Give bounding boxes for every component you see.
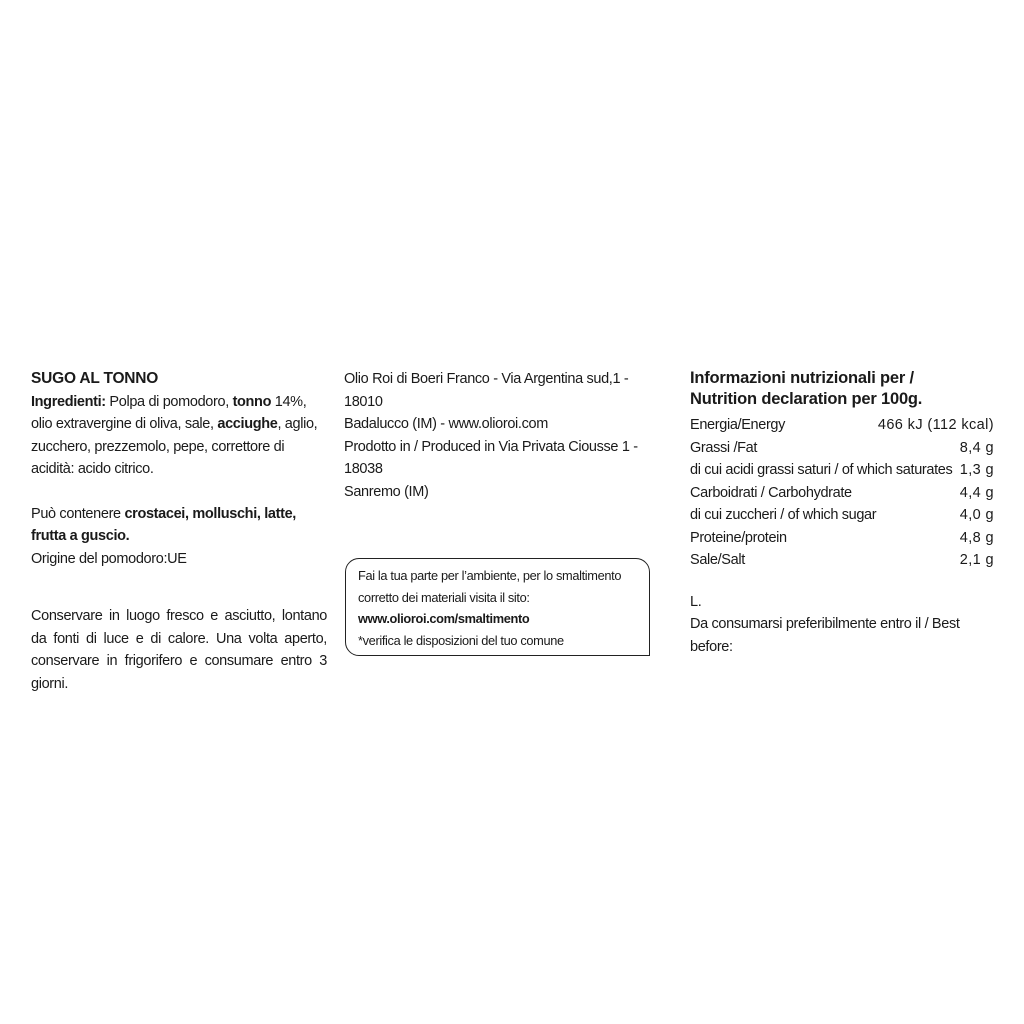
nutrition-row xyxy=(690,459,994,482)
nutrition-title-line-1: Informazioni nutrizionali per / xyxy=(690,369,914,387)
nutrient-label: Sale/Salt xyxy=(690,552,745,568)
allergens-text xyxy=(31,503,327,548)
nutrition-row xyxy=(690,414,994,437)
nutrition-row xyxy=(690,504,994,527)
notice-line-1: Fai la tua parte per l’ambiente, per lo smaltimento xyxy=(358,568,622,583)
nutrition-row xyxy=(690,482,994,505)
nutrient-value: 466 kJ (112 kcal) xyxy=(877,417,994,433)
producer-line-1: Olio Roi di Boeri Franco - Via Argentina sud,1 - 18010 xyxy=(344,371,629,410)
notice-footnote: *verifica le disposizioni del tuo comune xyxy=(358,632,564,648)
nutrient-value: 2,1 g xyxy=(959,552,994,568)
disposal-notice-box xyxy=(345,558,650,656)
nutrition-title xyxy=(690,368,994,410)
nutrient-label: Grassi /Fat xyxy=(690,439,758,456)
nutrient-label: Carboidrati / Carbohydrate xyxy=(690,484,852,501)
nutrient-value: 4,8 g xyxy=(959,529,994,546)
ingredients-part-3: , aglio, zucchero, prezzemolo, pepe, correttore di acidità: acido citrico. xyxy=(31,416,318,477)
nutrition-row xyxy=(690,527,994,550)
nutrient-value: 4,4 g xyxy=(959,484,994,501)
producer-line-2: Badalucco (IM) - www.olioroi.com xyxy=(344,416,548,432)
ingredients-part-2: 14%, olio extravergine di oliva, sale, xyxy=(31,393,307,432)
storage-instructions: Conservare in luogo fresco e asciutto, lontano da fonti di luce e di calore. Una volta aperto, conservare in frigorifero e consumare entro 3 giorni. xyxy=(31,608,327,692)
ingredient-tuna: tonno xyxy=(232,393,272,410)
nutrition-row xyxy=(690,549,994,572)
nutrient-value: 8,4 g xyxy=(959,439,994,456)
ingredient-anchovies: acciughe xyxy=(217,416,278,432)
producer-line-4: Sanremo (IM) xyxy=(344,483,429,500)
tomato-origin: Origine del pomodoro:UE xyxy=(31,550,187,567)
nutrient-label: Energia/Energy xyxy=(690,417,786,433)
nutrient-value: 4,0 g xyxy=(959,507,994,523)
nutrition-title-line-2: Nutrition declaration per 100g. xyxy=(690,390,923,408)
allergens-prefix: Può contenere xyxy=(31,505,125,522)
nutrition-row xyxy=(690,437,994,460)
ingredients-text xyxy=(31,391,327,481)
ingredients-part-1: Polpa di pomodoro, xyxy=(105,393,233,410)
nutrition-table xyxy=(690,414,994,572)
nutrient-label: di cui zuccheri / of which sugar xyxy=(690,507,877,523)
ingredients-label: Ingredienti: xyxy=(31,393,106,410)
product-info xyxy=(31,368,327,695)
nutrient-label: di cui acidi grassi saturi / of which saturates xyxy=(690,462,953,478)
nutrient-label: Proteine/protein xyxy=(690,529,787,546)
nutrition-panel xyxy=(690,368,994,658)
lot-number: L. xyxy=(690,593,702,610)
allergens-list: crostacei, molluschi, latte, frutta a guscio. xyxy=(31,505,296,544)
nutrient-value: 1,3 g xyxy=(959,462,994,478)
disposal-url: www.olioroi.com/smaltimento xyxy=(358,611,530,626)
producer-info xyxy=(344,368,656,503)
notice-line-2: corretto dei materiali visita il sito: xyxy=(358,589,530,605)
product-title: SUGO AL TONNO xyxy=(31,370,159,387)
producer-line-3: Prodotto in / Produced in Via Privata Ciousse 1 - 18038 xyxy=(344,438,638,477)
best-before: Da consumarsi preferibilmente entro il / Best before: xyxy=(690,616,960,655)
